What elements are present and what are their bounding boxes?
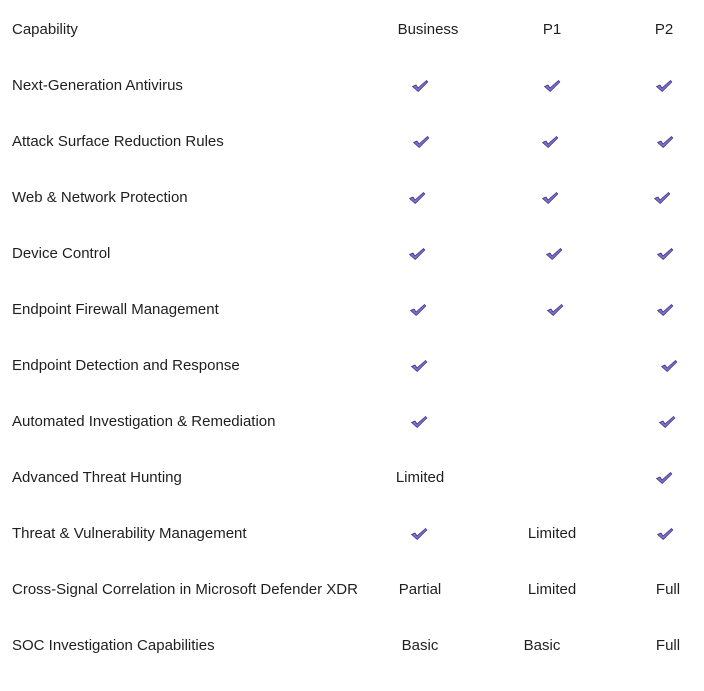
capability-label: Endpoint Detection and Response [12, 357, 240, 374]
cell-p1 [502, 562, 602, 618]
cell-p1 [504, 226, 604, 282]
cell-business [370, 282, 466, 338]
checkmark-icon [658, 415, 676, 429]
cell-value-text: Limited [527, 581, 577, 598]
checkmark-icon [411, 79, 429, 93]
cell-p1 [500, 170, 600, 226]
cell-value-text: Basic [401, 637, 439, 654]
cell-p1 [502, 506, 602, 562]
cell-p1 [492, 618, 592, 674]
checkmark-icon [410, 359, 428, 373]
cell-p2 [617, 506, 704, 562]
cell-value-text: Full [655, 581, 681, 598]
cell-p1 [502, 394, 602, 450]
checkmark-icon [660, 359, 678, 373]
table-row [0, 114, 704, 170]
cell-business [372, 58, 468, 114]
table-row [0, 618, 704, 674]
cell-business [371, 338, 467, 394]
checkmark-icon [656, 527, 674, 541]
table-row [0, 58, 704, 114]
cell-value-text: Full [655, 637, 681, 654]
cell-business [372, 450, 468, 506]
capability-label: SOC Investigation Capabilities [12, 637, 215, 654]
table-row [0, 338, 704, 394]
checkmark-icon [410, 415, 428, 429]
capability-label: Endpoint Firewall Management [12, 301, 219, 318]
checkmark-icon [655, 471, 673, 485]
table-row [0, 562, 704, 618]
cell-business [373, 114, 469, 170]
capability-label: Cross-Signal Correlation in Microsoft Defender XDR [12, 581, 358, 598]
checkmark-icon [412, 135, 430, 149]
cell-business [372, 618, 468, 674]
checkmark-icon [656, 303, 674, 317]
cell-business [369, 170, 465, 226]
table-header-row [0, 2, 704, 58]
header-capability: Capability [12, 21, 78, 38]
cell-business [369, 226, 465, 282]
cell-business [371, 394, 467, 450]
cell-p2 [620, 562, 704, 618]
cell-p2 [617, 114, 704, 170]
cell-p1 [502, 338, 602, 394]
table-row [0, 170, 704, 226]
checkmark-icon [546, 303, 564, 317]
checkmark-icon [409, 303, 427, 317]
checkmark-icon [653, 191, 671, 205]
table-row [0, 506, 704, 562]
table-row [0, 226, 704, 282]
cell-p2 [620, 618, 704, 674]
checkmark-icon [408, 191, 426, 205]
cell-p2 [617, 226, 704, 282]
cell-p1 [500, 114, 600, 170]
cell-value-text: Limited [527, 525, 577, 542]
table-row [0, 394, 704, 450]
header-business: Business [397, 21, 459, 38]
cell-p2 [614, 170, 704, 226]
checkmark-icon [541, 191, 559, 205]
checkmark-icon [545, 247, 563, 261]
checkmark-icon [656, 247, 674, 261]
header-p1: P1 [542, 21, 562, 38]
capability-label: Web & Network Protection [12, 189, 188, 206]
cell-value-text: Partial [398, 581, 442, 598]
checkmark-icon [408, 247, 426, 261]
capability-label: Next-Generation Antivirus [12, 77, 183, 94]
checkmark-icon [541, 135, 559, 149]
table-row [0, 282, 704, 338]
checkmark-icon [543, 79, 561, 93]
capability-label: Attack Surface Reduction Rules [12, 133, 224, 150]
capability-label: Automated Investigation & Remediation [12, 413, 276, 430]
cell-value-text: Limited [395, 469, 445, 486]
cell-p1 [505, 282, 605, 338]
header-p2: P2 [654, 21, 674, 38]
cell-business [372, 562, 468, 618]
cell-p1 [502, 58, 602, 114]
cell-p2 [621, 338, 704, 394]
checkmark-icon [656, 135, 674, 149]
cell-business [371, 506, 467, 562]
table-row [0, 450, 704, 506]
cell-p2 [619, 394, 704, 450]
cell-p2 [616, 450, 704, 506]
checkmark-icon [410, 527, 428, 541]
capability-label: Advanced Threat Hunting [12, 469, 182, 486]
capability-label: Device Control [12, 245, 111, 262]
cell-p2 [616, 58, 704, 114]
cell-p1 [502, 450, 602, 506]
cell-value-text: Basic [523, 637, 561, 654]
capability-label: Threat & Vulnerability Management [12, 525, 247, 542]
cell-p2 [617, 282, 704, 338]
checkmark-icon [655, 79, 673, 93]
